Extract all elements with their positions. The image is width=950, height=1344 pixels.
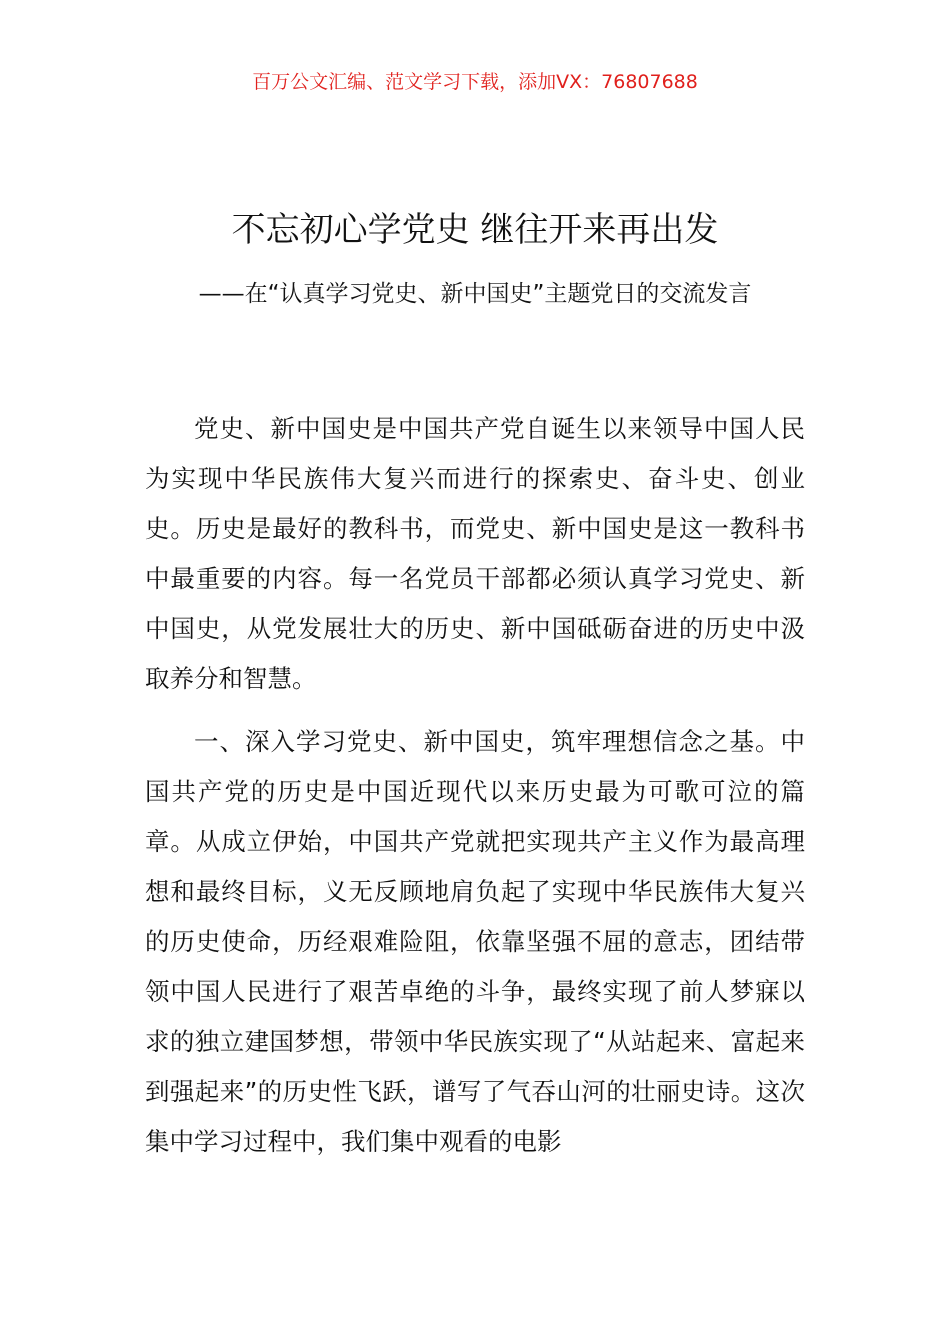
header-note: 百万公文汇编、范文学习下载，添加VX：76807688 [252,71,698,93]
document-title: 不忘初心学党史 继往开来再出发 [231,210,719,250]
document-subtitle: ——在“认真学习党史、新中国史”主题党日的交流发言 [198,281,752,307]
paragraph-intro: 党史、新中国史是中国共产党自诞生以来领导中国人民为实现中华民族伟大复兴而进行的探索史、奋斗史、创业史。历史是最好的教科书，而党史、新中国史是这一教科书中最重要的内容。每一名党员干部都必须认真学习党史、新中国史，从党发展壮大的历史、新中国砥砺奋进的历史中汲取养分和智慧。 [145,414,805,693]
paragraph-section-one: 一、深入学习党史、新中国史，筑牢理想信念之基。中国共产党的历史是中国近现代以来历史最为可歌可泣的篇章。从成立伊始，中国共产党就把实现共产主义作为最高理想和最终目标，义无反顾地肩负起了实现中华民族伟大复兴的历史使命，历经艰难险阻，依靠坚强不屈的意志，团结带领中国人民进行了艰苦卓绝的斗争，最终实现了前人梦寐以求的独立建国梦想，带领中华民族实现了“从站起来、富起来到强起来”的历史性飞跃，谱写了气吞山河的壮丽史诗。这次集中学习过程中，我们集中观看的电影 [145,727,805,1156]
